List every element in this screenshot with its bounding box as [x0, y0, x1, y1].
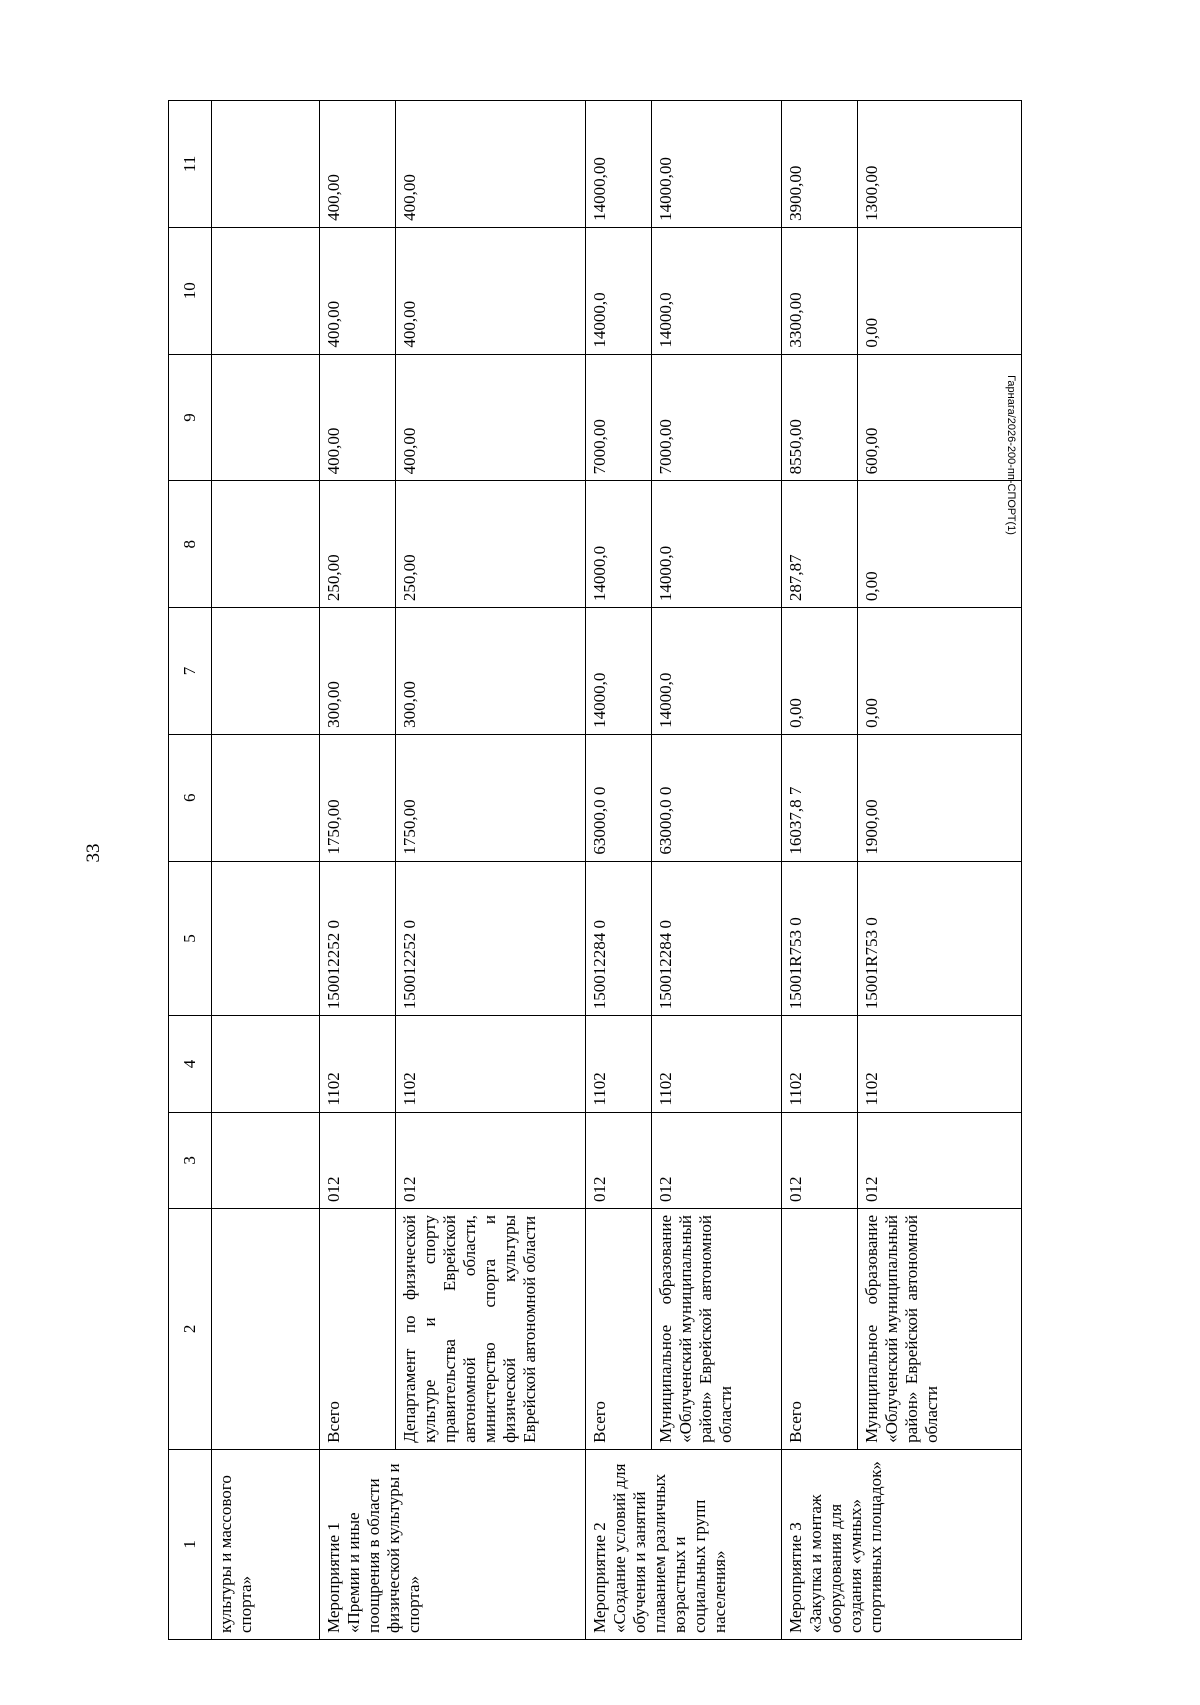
value-cell: 150012252 0 — [320, 861, 396, 1016]
value-cell — [212, 227, 320, 354]
event-name-cell: Мероприятие 3 «Закупка и монтаж оборудования для создания «умных» спортивных площадок» — [782, 1449, 1022, 1639]
value-cell — [212, 354, 320, 481]
value-cell: 3300,00 — [782, 227, 858, 354]
value-cell: 300,00 — [396, 608, 586, 735]
value-cell: 400,00 — [396, 101, 586, 228]
table-row — [212, 101, 320, 1640]
value-cell: 15001R753 0 — [782, 861, 858, 1016]
value-cell: 012 — [396, 1112, 586, 1208]
value-cell: 3900,00 — [782, 101, 858, 228]
event-name-cell: Мероприятие 1 «Премии и иные поощрения в области физической культуры и спорта» — [320, 1449, 586, 1639]
value-cell: 14000,0 — [586, 608, 652, 735]
budget-table-rotated — [168, 100, 1022, 1640]
header-cell: 3 — [169, 1112, 212, 1208]
table-row — [782, 101, 858, 1640]
executor-cell: Департамент по физической культуре и спорту правительства Еврейской автономной области, министерство спорта и физической культуры Еврейской автономной области — [396, 1208, 586, 1449]
value-cell: 1102 — [858, 1016, 1022, 1112]
executor-cell: Муниципальное образование «Облученский муниципальный район» Еврейской автономной области — [858, 1208, 1022, 1449]
value-cell — [212, 481, 320, 608]
value-cell: 012 — [858, 1112, 1022, 1208]
executor-cell: Всего — [586, 1208, 652, 1449]
value-cell: 7000,00 — [586, 354, 652, 481]
value-cell: 14000,00 — [586, 101, 652, 228]
header-cell: 9 — [169, 354, 212, 481]
value-cell — [212, 734, 320, 861]
value-cell: 1102 — [652, 1016, 782, 1112]
value-cell: 14000,0 — [652, 608, 782, 735]
value-cell: 1102 — [320, 1016, 396, 1112]
value-cell: 1300,00 — [858, 101, 1022, 228]
value-cell: 012 — [586, 1112, 652, 1208]
header-cell: 11 — [169, 101, 212, 228]
value-cell: 15001R753 0 — [858, 861, 1022, 1016]
value-cell: 14000,0 — [586, 227, 652, 354]
value-cell: 16037,8 7 — [782, 734, 858, 861]
table-row — [858, 101, 1022, 1640]
value-cell: 14000,0 — [586, 481, 652, 608]
table-row — [396, 101, 586, 1640]
value-cell: 1750,00 — [320, 734, 396, 861]
value-cell: 150012252 0 — [396, 861, 586, 1016]
budget-table — [168, 100, 1022, 1640]
event-name-cell: Мероприятие 2 «Создание условий для обучения и занятий плаванием различных возрастных и социальных групп населения» — [586, 1449, 782, 1639]
value-cell: 287,87 — [782, 481, 858, 608]
value-cell: 0,00 — [858, 608, 1022, 735]
value-cell: 400,00 — [320, 354, 396, 481]
value-cell: 012 — [652, 1112, 782, 1208]
value-cell: 0,00 — [782, 608, 858, 735]
value-cell: 0,00 — [858, 227, 1022, 354]
value-cell: 300,00 — [320, 608, 396, 735]
page-number: 33 — [83, 843, 104, 863]
value-cell: 1900,00 — [858, 734, 1022, 861]
header-cell: 10 — [169, 227, 212, 354]
value-cell: 400,00 — [320, 227, 396, 354]
value-cell: 14000,0 — [652, 481, 782, 608]
value-cell: 012 — [782, 1112, 858, 1208]
value-cell: 1102 — [396, 1016, 586, 1112]
value-cell: 1750,00 — [396, 734, 586, 861]
table-row — [652, 101, 782, 1640]
value-cell: 250,00 — [396, 481, 586, 608]
value-cell: 400,00 — [396, 227, 586, 354]
header-cell: 6 — [169, 734, 212, 861]
header-row — [169, 101, 212, 1640]
header-cell: 1 — [169, 1449, 212, 1639]
value-cell: 600,00 — [858, 354, 1022, 481]
value-cell: 1102 — [586, 1016, 652, 1112]
table-row — [586, 101, 652, 1640]
value-cell: 14000,0 — [652, 227, 782, 354]
value-cell: 14000,00 — [652, 101, 782, 228]
header-cell: 7 — [169, 608, 212, 735]
value-cell: 150012284 0 — [652, 861, 782, 1016]
header-cell: 5 — [169, 861, 212, 1016]
value-cell: 250,00 — [320, 481, 396, 608]
header-cell: 4 — [169, 1016, 212, 1112]
executor-cell — [212, 1208, 320, 1449]
event-name-cell: культуры и массового спорта» — [212, 1449, 320, 1639]
value-cell — [212, 101, 320, 228]
value-cell — [212, 1016, 320, 1112]
value-cell: 012 — [320, 1112, 396, 1208]
value-cell: 63000,0 0 — [652, 734, 782, 861]
value-cell: 0,00 — [858, 481, 1022, 608]
value-cell: 150012284 0 — [586, 861, 652, 1016]
value-cell — [212, 608, 320, 735]
executor-cell: Всего — [320, 1208, 396, 1449]
header-cell: 8 — [169, 481, 212, 608]
value-cell — [212, 861, 320, 1016]
value-cell: 63000,0 0 — [586, 734, 652, 861]
value-cell: 7000,00 — [652, 354, 782, 481]
value-cell: 400,00 — [320, 101, 396, 228]
table-row — [320, 101, 396, 1640]
document-code: Гарнага/2026-200-пп-СПОРТ(1) — [1005, 375, 1017, 535]
header-cell: 2 — [169, 1208, 212, 1449]
executor-cell: Муниципальное образование «Облученский муниципальный район» Еврейской автономной области — [652, 1208, 782, 1449]
value-cell: 1102 — [782, 1016, 858, 1112]
value-cell: 8550,00 — [782, 354, 858, 481]
value-cell: 400,00 — [396, 354, 586, 481]
value-cell — [212, 1112, 320, 1208]
executor-cell: Всего — [782, 1208, 858, 1449]
